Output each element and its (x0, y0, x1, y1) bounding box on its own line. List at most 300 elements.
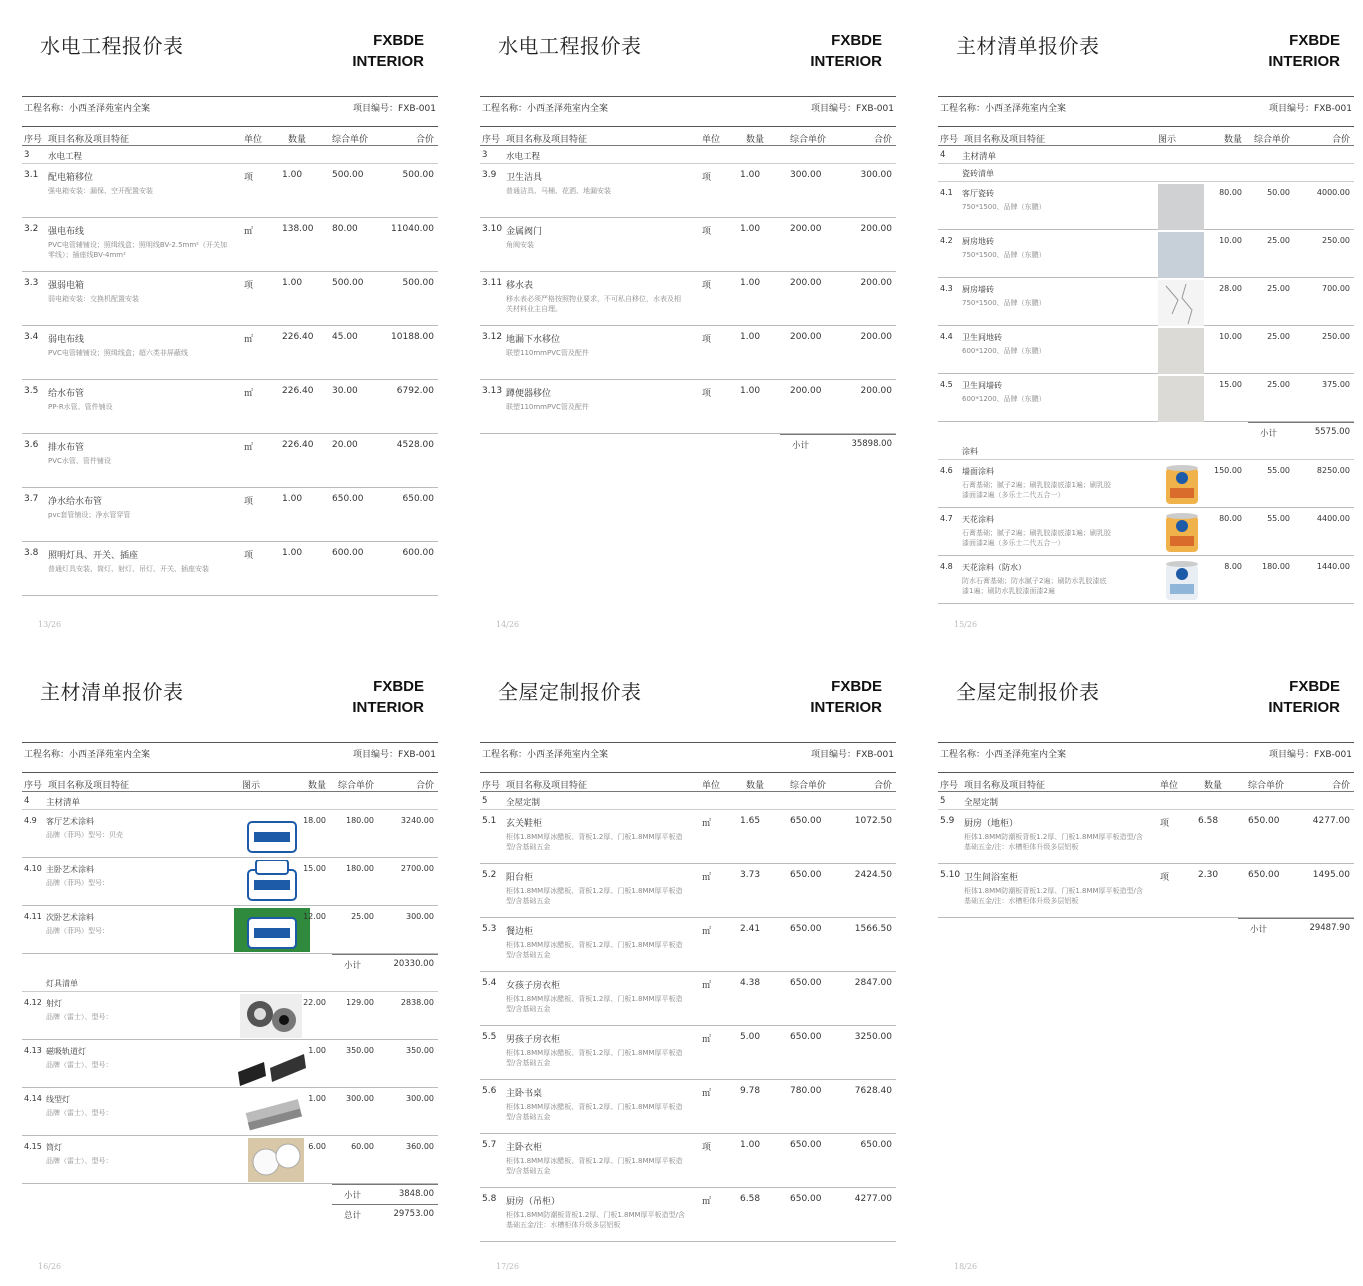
col-name: 项目名称及项目特征 (506, 135, 588, 145)
table-row (938, 864, 1354, 918)
group-name: 涂料 (962, 447, 978, 456)
fema-2-image (234, 860, 310, 908)
table-row (480, 972, 896, 1026)
row-name: 女孩子房衣柜 (506, 981, 561, 991)
row-desc: 品牌（菲玛）型号：贝壳 (46, 831, 123, 839)
row-price: 30.00 (332, 386, 358, 396)
row-name: 客厅艺术涂料 (46, 817, 94, 826)
row-seq: 3.10 (482, 224, 503, 234)
row-total: 650.00 (402, 494, 434, 504)
row-unit: ㎡ (244, 227, 254, 237)
table-row (22, 272, 438, 326)
col-name: 项目名称及项目特征 (964, 781, 1046, 791)
column-header (22, 126, 438, 146)
page-header (930, 18, 1360, 96)
col-name: 项目名称及项目特征 (506, 781, 588, 791)
page-header (14, 18, 444, 96)
tile-light-image (1158, 376, 1206, 424)
row-name: 射灯 (46, 999, 62, 1008)
row-desc: 600*1200、品牌（东鹏） (962, 395, 1046, 403)
row-qty: 9.78 (740, 1086, 761, 1096)
row-total: 200.00 (860, 386, 892, 396)
row-name: 卫生洁具 (506, 173, 543, 183)
row-price: 25.00 (1267, 236, 1290, 245)
col-seq: 序号 (482, 135, 501, 145)
row-total: 4400.00 (1316, 514, 1350, 523)
row-seq: 3.11 (482, 278, 503, 288)
col-seq: 序号 (24, 135, 43, 145)
row-desc: 强电箱安装：漏保、空开配置安装 (48, 187, 153, 195)
row-seq: 5.4 (482, 978, 497, 988)
row-seq: 3.13 (482, 386, 503, 396)
page-title: 全屋定制报价表 (956, 680, 1100, 704)
brand-logo (352, 30, 424, 72)
row-desc: 750*1500、品牌（东鹏） (962, 203, 1046, 211)
row-unit: 项 (244, 497, 254, 507)
row-price: 200.00 (790, 332, 822, 342)
row-desc: 750*1500、品牌（东鹏） (962, 299, 1046, 307)
row-price: 650.00 (790, 1194, 822, 1204)
row-seq: 4.9 (24, 816, 37, 825)
col-seq: 序号 (24, 781, 43, 791)
project-name: 工程名称：小西圣泽苑室内全案 (482, 104, 609, 114)
table-row (480, 218, 896, 272)
row-unit: ㎡ (244, 335, 254, 345)
col-seq: 序号 (940, 135, 959, 145)
paint-dulux-image (1158, 510, 1206, 558)
row-qty: 5.00 (740, 1032, 761, 1042)
paint-dulux-image (1158, 462, 1206, 510)
table-row (938, 230, 1354, 278)
row-name: 客厅瓷砖 (962, 189, 994, 198)
row-seq: 4.4 (940, 332, 953, 341)
group-name: 灯具清单 (46, 979, 78, 988)
row-total: 2424.50 (854, 870, 892, 880)
row-seq: 3.2 (24, 224, 39, 234)
row-qty: 80.00 (1219, 514, 1242, 523)
subtotal-value: 5575.00 (1314, 427, 1350, 437)
table-row (480, 1134, 896, 1188)
row-desc: 柜体1.8MM防潮板背板1.2厚、门板1.8MM厚平板造型/含基础五金/注：水槽柜体升级多层铝板 (964, 833, 1143, 851)
col-unit: 单位 (702, 135, 721, 145)
table-row (480, 1188, 896, 1242)
row-desc: PVC电管辅铺设；照缉线盒；超六类非屏蔽线 (48, 349, 188, 357)
row-unit: 项 (1160, 819, 1170, 829)
row-desc: 柜体1.8MM厚冰醋板、背板1.2厚、门板1.8MM厚平板造型/含基础五金 (506, 887, 683, 905)
row-qty: 15.00 (1219, 380, 1242, 389)
row-qty: 1.00 (308, 1094, 326, 1103)
row-desc: 防水石膏基础；防水腻子2遍；刷防水乳胶漆底漆1遍；刷防水乳胶漆面漆2遍 (962, 577, 1107, 595)
row-name: 卫生间地砖 (962, 333, 1002, 342)
tile-marble-image (1158, 280, 1206, 328)
row-unit: 项 (702, 1143, 712, 1153)
row-name: 线型灯 (46, 1095, 70, 1104)
col-unit: 单位 (702, 781, 721, 791)
row-price: 20.00 (332, 440, 358, 450)
grand-total-label: 总计 (344, 1211, 362, 1221)
row-price: 650.00 (790, 1032, 822, 1042)
brand-line1: FXBDE (1289, 32, 1340, 49)
row-unit: ㎡ (702, 981, 712, 991)
table-body (938, 146, 1354, 604)
row-seq: 3.8 (24, 548, 39, 558)
row-name: 厨房（地柜） (964, 819, 1019, 829)
brand-logo (1268, 676, 1340, 718)
row-unit: ㎡ (702, 927, 712, 937)
row-qty: 1.00 (282, 278, 303, 288)
brand-logo (810, 676, 882, 718)
subtotal (938, 422, 1354, 442)
row-qty: 1.00 (308, 1046, 326, 1055)
row-name: 照明灯具、开关、插座 (48, 551, 139, 561)
row-total: 200.00 (860, 224, 892, 234)
row-desc: 品牌（雷士）、型号： (46, 1109, 113, 1117)
row-qty: 1.00 (740, 278, 761, 288)
fema-3-image (234, 908, 310, 956)
row-desc: 移水表必须严格按照物业要求，不可私自移位，水表及相关材料业主自理。 (506, 295, 681, 313)
row-desc: 普通洁具、马桶、花洒、地漏安装 (506, 187, 611, 195)
row-seq: 3.1 (24, 170, 39, 180)
row-desc: PP-R水管、管件铺设 (48, 403, 113, 411)
page-header (472, 18, 902, 96)
row-qty: 1.00 (282, 494, 303, 504)
row-total: 11040.00 (391, 224, 434, 234)
page-number: 16/26 (38, 1262, 62, 1271)
row-seq: 4.13 (24, 1046, 42, 1055)
row-unit: 项 (1160, 873, 1170, 883)
row-qty: 226.40 (282, 386, 314, 396)
table-body (480, 792, 896, 1242)
table-row (480, 864, 896, 918)
table-row (22, 218, 438, 272)
table-row (22, 542, 438, 596)
row-price: 129.00 (346, 998, 374, 1007)
row-price: 650.00 (790, 816, 822, 826)
section-row (480, 146, 896, 164)
row-desc: 石膏基础；腻子2遍；刷乳胶漆底漆1遍；刷乳胶漆面漆2遍（多乐士二代五合一） (962, 529, 1111, 547)
row-name: 移水表 (506, 281, 534, 291)
row-price: 650.00 (790, 978, 822, 988)
group-heading (938, 164, 1354, 182)
table-body (938, 792, 1354, 938)
row-name: 墙面涂料 (962, 467, 994, 476)
row-qty: 80.00 (1219, 188, 1242, 197)
table-row (22, 858, 438, 906)
row-total: 300.00 (860, 170, 892, 180)
subtotal-label: 小计 (344, 961, 362, 971)
table-row (480, 810, 896, 864)
grand-total-value: 29753.00 (393, 1209, 434, 1219)
row-seq: 5.1 (482, 816, 497, 826)
col-price: 综合单价 (1248, 781, 1285, 791)
row-unit: 项 (702, 227, 712, 237)
row-qty: 6.00 (308, 1142, 326, 1151)
row-total: 250.00 (1322, 332, 1350, 341)
tile-blue-image (1158, 232, 1206, 280)
quote-page (930, 18, 1360, 629)
row-total: 4528.00 (396, 440, 434, 450)
section-name: 水电工程 (506, 152, 541, 162)
row-seq: 4.6 (940, 466, 953, 475)
row-qty: 8.00 (1224, 562, 1242, 571)
row-name: 主卧书桌 (506, 1089, 543, 1099)
row-name: 厨房（吊柜） (506, 1197, 561, 1207)
row-desc: 角阀安装 (506, 241, 534, 249)
row-name: 强弱电箱 (48, 281, 85, 291)
table-row (938, 810, 1354, 864)
row-seq: 3.9 (482, 170, 497, 180)
row-seq: 5.2 (482, 870, 497, 880)
row-name: 天花涂料（防水） (962, 563, 1026, 572)
page-title: 主材清单报价表 (40, 680, 184, 704)
group-heading (22, 974, 438, 992)
quote-page (14, 664, 444, 1271)
row-desc: 联塑110mmPVC管及配件 (506, 349, 589, 357)
col-price: 综合单价 (337, 781, 374, 791)
row-seq: 4.14 (24, 1094, 42, 1103)
row-desc: 品牌（雷士）、型号： (46, 1157, 113, 1165)
row-seq: 4.5 (940, 380, 953, 389)
row-desc: 柜体1.8MM厚冰醋板、背板1.2厚、门板1.8MM厚平板造型/含基础五金 (506, 833, 683, 851)
subtotal (22, 954, 438, 974)
page-title: 主材清单报价表 (956, 34, 1100, 58)
row-qty: 18.00 (303, 816, 326, 825)
row-price: 200.00 (790, 224, 822, 234)
row-name: 弱电布线 (48, 335, 85, 345)
row-seq: 5.6 (482, 1086, 497, 1096)
subtotal-value: 20330.00 (393, 959, 434, 969)
project-code: 项目编号：FXB-001 (1269, 104, 1352, 114)
col-qty: 数量 (288, 135, 307, 145)
col-total: 合价 (415, 135, 434, 145)
subtotal-rule (332, 1204, 438, 1205)
row-unit: 项 (244, 281, 254, 291)
row-total: 1566.50 (854, 924, 892, 934)
row-name: 给水布管 (48, 389, 85, 399)
row-seq: 4.1 (940, 188, 953, 197)
row-name: 卫生间墙砖 (962, 381, 1002, 390)
col-total: 合价 (873, 781, 892, 791)
project-info-bar (938, 742, 1354, 764)
row-price: 25.00 (351, 912, 374, 921)
table-row (22, 1136, 438, 1184)
tile-grey-image (1158, 184, 1206, 232)
row-seq: 3.5 (24, 386, 39, 396)
linear-light-image (240, 1090, 306, 1138)
row-name: 玄关鞋柜 (506, 819, 543, 829)
row-price: 180.00 (346, 864, 374, 873)
row-total: 700.00 (1322, 284, 1350, 293)
project-name: 工程名称：小西圣泽苑室内全案 (24, 750, 151, 760)
tile-light-image (1158, 328, 1206, 376)
page-number: 13/26 (38, 620, 62, 629)
col-seq: 序号 (482, 781, 501, 791)
row-name: 排水布管 (48, 443, 85, 453)
col-unit: 单位 (244, 135, 263, 145)
section-name: 水电工程 (48, 152, 83, 162)
row-qty: 2.30 (1198, 870, 1219, 880)
section-seq: 3 (24, 150, 30, 160)
row-total: 6792.00 (396, 386, 434, 396)
col-qty: 数量 (746, 135, 765, 145)
section-row (22, 146, 438, 164)
row-qty: 150.00 (1214, 466, 1242, 475)
table-row (938, 182, 1354, 230)
row-unit: ㎡ (702, 873, 712, 883)
row-unit: 项 (702, 389, 712, 399)
row-unit: ㎡ (702, 1089, 712, 1099)
row-total: 8250.00 (1316, 466, 1350, 475)
table-row (22, 1088, 438, 1136)
quote-page (472, 18, 902, 629)
row-unit: ㎡ (244, 443, 254, 453)
brand-logo (352, 676, 424, 718)
subtotal-rule (332, 954, 438, 955)
table-row (22, 488, 438, 542)
spotlight-image (240, 994, 302, 1042)
project-info-bar (480, 742, 896, 764)
table-row (480, 918, 896, 972)
row-desc: 石膏基础；腻子2遍；刷乳胶漆底漆1遍；刷乳胶漆面漆2遍（多乐士二代五合一） (962, 481, 1111, 499)
column-header (480, 772, 896, 792)
col-total: 合价 (1331, 135, 1350, 145)
row-name: 净水给水布管 (48, 497, 103, 507)
row-price: 650.00 (790, 870, 822, 880)
project-info-bar (22, 742, 438, 764)
row-desc: 柜体1.8MM厚冰醋板、背板1.2厚、门板1.8MM厚平板造型/含基础五金 (506, 1049, 683, 1067)
section-seq: 5 (482, 796, 488, 806)
row-qty: 12.00 (303, 912, 326, 921)
row-unit: ㎡ (702, 1035, 712, 1045)
col-total: 合价 (1331, 781, 1350, 791)
row-qty: 2.41 (740, 924, 761, 934)
row-seq: 5.3 (482, 924, 497, 934)
row-seq: 3.3 (24, 278, 39, 288)
quote-page (930, 664, 1360, 1271)
table-row (22, 326, 438, 380)
subtotal-label: 小计 (1260, 429, 1278, 439)
table-row (480, 380, 896, 434)
row-total: 300.00 (406, 912, 434, 921)
row-total: 1440.00 (1316, 562, 1350, 571)
group-name: 瓷砖清单 (962, 169, 994, 178)
page-number: 15/26 (954, 620, 978, 629)
brand-logo (1268, 30, 1340, 72)
row-total: 7628.40 (854, 1086, 892, 1096)
row-total: 2700.00 (400, 864, 434, 873)
brand-line2: INTERIOR (810, 699, 882, 716)
row-qty: 1.00 (740, 170, 761, 180)
row-desc: pvc套管铺设；净水管穿管 (48, 511, 131, 519)
row-desc: 弱电箱安装：交换机配置安装 (48, 295, 139, 303)
row-qty: 6.58 (1198, 816, 1219, 826)
row-desc: 柜体1.8MM厚冰醋板、背板1.2厚、门板1.8MM厚平板造型/含基础五金 (506, 995, 683, 1013)
row-price: 350.00 (346, 1046, 374, 1055)
table-row (938, 326, 1354, 374)
column-header (480, 126, 896, 146)
subtotal-value: 35898.00 (851, 439, 892, 449)
row-unit: ㎡ (702, 1197, 712, 1207)
quote-page (14, 18, 444, 629)
row-seq: 4.10 (24, 864, 42, 873)
row-price: 200.00 (790, 386, 822, 396)
row-name: 主卧衣柜 (506, 1143, 543, 1153)
brand-line2: INTERIOR (1268, 53, 1340, 70)
row-price: 500.00 (332, 170, 364, 180)
subtotal-label: 小计 (344, 1191, 362, 1201)
row-total: 600.00 (402, 548, 434, 558)
row-unit: 项 (702, 281, 712, 291)
row-total: 375.00 (1322, 380, 1350, 389)
row-unit: ㎡ (244, 389, 254, 399)
row-qty: 1.00 (740, 224, 761, 234)
row-qty: 1.00 (282, 548, 303, 558)
col-price: 综合单价 (790, 135, 827, 145)
row-seq: 4.8 (940, 562, 953, 571)
brand-line2: INTERIOR (352, 53, 424, 70)
subtotal-rule (332, 1184, 438, 1185)
row-seq: 5.8 (482, 1194, 497, 1204)
col-unit: 单位 (1160, 781, 1179, 791)
section-name: 主材清单 (46, 798, 81, 808)
col-qty: 数量 (1204, 781, 1223, 791)
row-total: 4277.00 (854, 1194, 892, 1204)
row-desc: 柜体1.8MM防潮板背板1.2厚、门板1.8MM厚平板造型/含基础五金/注：水槽柜体升级多层铝板 (506, 1211, 685, 1229)
row-name: 阳台柜 (506, 873, 534, 883)
col-qty: 数量 (746, 781, 765, 791)
subtotal (22, 1184, 438, 1204)
row-desc: 品牌（菲玛）型号： (46, 879, 109, 887)
row-qty: 1.65 (740, 816, 761, 826)
page-number: 14/26 (496, 620, 520, 629)
row-name: 次卧艺术涂料 (46, 913, 94, 922)
row-desc: 柜体1.8MM防潮板背板1.2厚、门板1.8MM厚平板造型/含基础五金/注：水槽柜体升级多层铝板 (964, 887, 1143, 905)
row-total: 200.00 (860, 278, 892, 288)
row-name: 主卧艺术涂料 (46, 865, 94, 874)
row-desc: PVC水管、管件铺设 (48, 457, 111, 465)
row-total: 4277.00 (1312, 816, 1350, 826)
page-header (930, 664, 1360, 742)
row-price: 45.00 (332, 332, 358, 342)
row-name: 卫生间浴室柜 (964, 873, 1019, 883)
row-name: 厨房地砖 (962, 237, 994, 246)
row-qty: 3.73 (740, 870, 761, 880)
page-header (14, 664, 444, 742)
section-seq: 3 (482, 150, 488, 160)
row-name: 男孩子房衣柜 (506, 1035, 561, 1045)
row-qty: 15.00 (303, 864, 326, 873)
project-name: 工程名称：小西圣泽苑室内全案 (482, 750, 609, 760)
col-qty: 数量 (307, 781, 326, 791)
row-qty: 138.00 (282, 224, 314, 234)
row-seq: 3.6 (24, 440, 39, 450)
row-price: 650.00 (332, 494, 364, 504)
row-seq: 5.10 (940, 870, 961, 880)
table-row (22, 1040, 438, 1088)
col-total: 合价 (873, 135, 892, 145)
table-row (480, 164, 896, 218)
row-seq: 4.7 (940, 514, 953, 523)
project-info-bar (938, 96, 1354, 118)
row-name: 配电箱移位 (48, 173, 94, 183)
table-body (22, 146, 438, 596)
row-desc: PVC电管辅铺设；照缉线盒；照明线BV-2.5mm²（开关加零线）；插座线BV-4mm² (48, 241, 227, 259)
row-seq: 3.12 (482, 332, 503, 342)
table-row (480, 1080, 896, 1134)
row-price: 300.00 (346, 1094, 374, 1103)
col-price: 综合单价 (790, 781, 827, 791)
col-price: 综合单价 (332, 135, 369, 145)
